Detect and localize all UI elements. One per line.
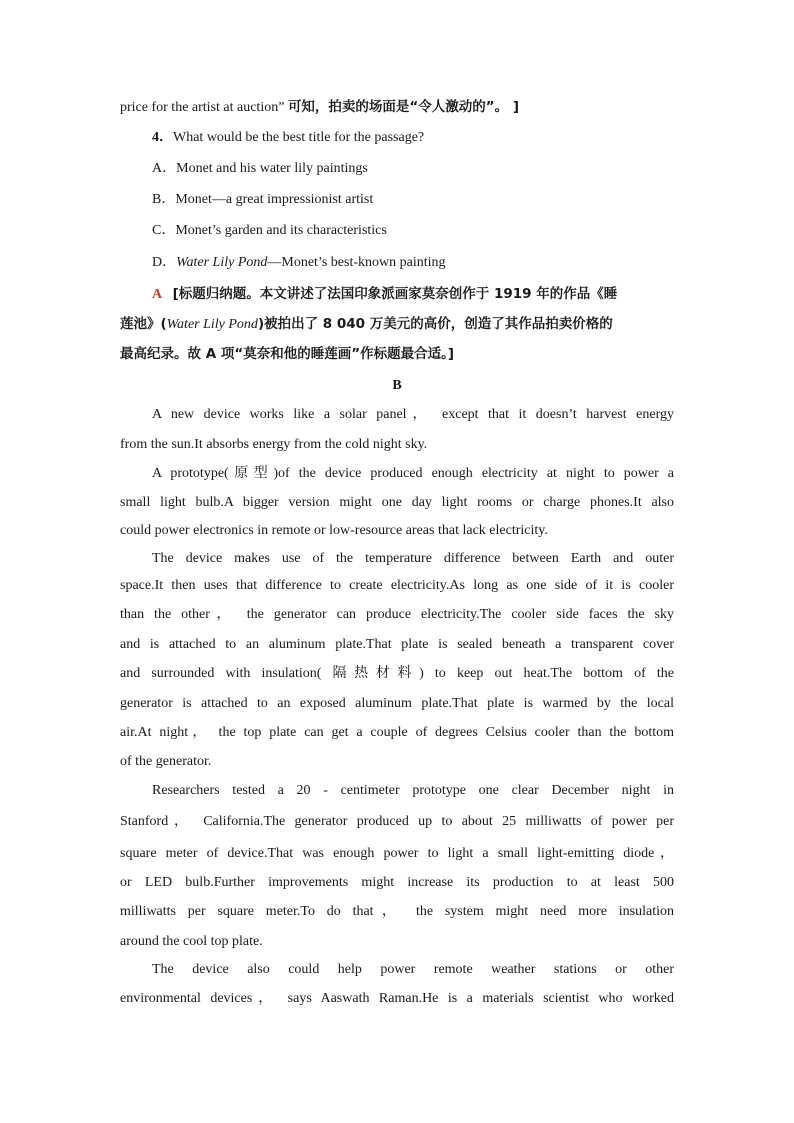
passage-line: The device also could help power remote weather stations or other — [152, 962, 674, 977]
passage-line: square meter of device.That was enough power to light a small light-emitting diode， — [120, 846, 674, 861]
option-text: Monet’s garden and its characteristics — [175, 223, 387, 238]
explanation-continuation — [120, 97, 674, 118]
option-letter: C． — [152, 223, 176, 238]
continuation-chinese: 可知，拍卖的场面是“令人激动的”。 ] — [287, 99, 520, 115]
passage-line: around the cool top plate. — [120, 934, 263, 949]
passage-line: and is attached to an aluminum plate.That plate is sealed beneath a transparent cover — [120, 637, 674, 652]
answer-text-2b: )被拍出了 8 040 万美元的高价，创造了其作品拍卖价格的 — [257, 316, 613, 332]
option-title: Water Lily Pond — [176, 255, 268, 270]
question-4 — [152, 128, 706, 148]
option-text: Monet—a great impressionist artist — [175, 192, 374, 207]
answer-line-1 — [152, 284, 706, 305]
option-b — [152, 190, 706, 210]
section-heading: B — [392, 378, 402, 393]
passage-line: than the other， the generator can produce electricity.The cooler side faces the sky — [120, 607, 674, 622]
passage-line: milliwatts per square meter.To do that， the system might need more insulation — [120, 904, 674, 919]
passage-line: A prototype(原型)of the device produced enough electricity at night to power a — [152, 466, 674, 481]
answer-text-1: [标题归纳题。本文讲述了法国印象派画家莫奈创作于 1919 年的作品《睡 — [172, 286, 618, 302]
option-letter: A． — [152, 161, 177, 176]
answer-text-2a: 莲池》( — [120, 316, 167, 332]
passage-line: could power electronics in remote or low-resource areas that lack electricity. — [120, 523, 548, 538]
passage-line: Stanford， California.The generator produced up to about 25 milliwatts of power per — [120, 814, 674, 829]
answer-line-3 — [120, 344, 674, 365]
answer-painting-title: Water Lily Pond — [166, 317, 258, 332]
passage-line: Researchers tested a 20 - centimeter prototype one clear December night in — [152, 783, 674, 798]
question-text: What would be the best title for the passage? — [173, 130, 425, 145]
option-text: —Monet’s best-known painting — [267, 255, 446, 270]
passage-line: A new device works like a solar panel， except that it doesn’t harvest energy — [152, 407, 674, 422]
passage-line: of the generator. — [120, 754, 212, 769]
option-letter: D． — [152, 255, 177, 270]
option-letter: B． — [152, 192, 176, 207]
answer-letter: A — [152, 287, 163, 302]
passage-line: or LED bulb.Further improvements might increase its production to at least 500 — [120, 875, 674, 890]
answer-text-3: 最高纪录。故 A 项“莫奈和他的睡莲画”作标题最合适。] — [120, 346, 455, 362]
passage-line: small light bulb.A bigger version might one day light rooms or charge phones.It also — [120, 495, 674, 510]
option-a — [152, 159, 706, 179]
passage-line: The device makes use of the temperature difference between Earth and outer — [152, 551, 674, 566]
passage-line: generator is attached to an exposed aluminum plate.That plate is warmed by the local — [120, 696, 674, 711]
passage-line: environmental devices， says Aaswath Raman.He is a materials scientist who worked — [120, 991, 674, 1006]
answer-line-2 — [120, 314, 674, 335]
question-number: 4． — [152, 130, 173, 145]
option-text: Monet and his water lily paintings — [176, 161, 368, 176]
continuation-english: price for the artist at auction” — [120, 100, 288, 115]
passage-line: and surrounded with insulation( 隔热材料) to keep out heat.The bottom of the — [120, 666, 674, 681]
option-d — [152, 253, 706, 273]
passage-line: space.It then uses that difference to create electricity.As long as one side of it is cooler — [120, 578, 674, 593]
passage-line: from the sun.It absorbs energy from the cold night sky. — [120, 437, 428, 452]
option-c — [152, 221, 706, 241]
passage-line: air.At night， the top plate can get a couple of degrees Celsius cooler than the bottom — [120, 725, 674, 740]
